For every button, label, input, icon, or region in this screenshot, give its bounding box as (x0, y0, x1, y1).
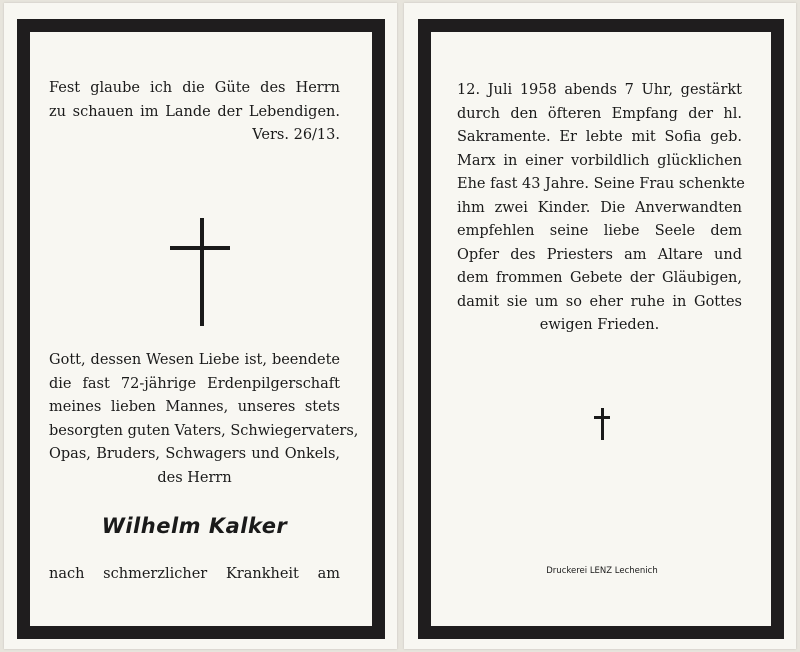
printer-imprint: Druckerei LENZ Lechenich (546, 566, 658, 576)
text-line: Sakramente. Er lebte mit Sofia geb. (457, 129, 742, 145)
text-line: besorgten guten Vaters, Schwiegervaters, (49, 422, 359, 439)
text-line: 12. Juli 1958 abends 7 Uhr, gestärkt (457, 82, 742, 98)
text-line: durch den öfteren Empfang der hl. (457, 105, 742, 122)
text-line: meines lieben Mannes, unseres stets (49, 399, 340, 415)
obituary-text-right (457, 79, 745, 338)
text-line: nach schmerzlicher Krankheit am (49, 566, 340, 582)
text-line: ihm zwei Kinder. Die Anverwandten (457, 199, 742, 216)
text-line: Gott, dessen Wesen Liebe ist, beendete (49, 352, 340, 368)
text-line: dem frommen Gebete der Gläubigen, (457, 270, 742, 286)
deceased-name: Wilhelm Kalker (101, 514, 288, 538)
right-card (404, 3, 796, 649)
text-line: damit sie um so eher ruhe in Gottes (457, 293, 742, 310)
text-line: die fast 72-jährige Erdenpilgerschaft (49, 375, 340, 392)
quote-reference: Vers. 26/13. (252, 127, 340, 143)
obituary-text-final (49, 563, 340, 587)
quote-line: zu schauen im Lande der Lebendigen. (49, 103, 340, 120)
cross-icon (170, 218, 230, 326)
bible-quote (49, 77, 340, 148)
text-line: Opfer des Priesters am Altare und (457, 246, 742, 263)
text-line: Ehe fast 43 Jahre. Seine Frau schenkte (457, 176, 745, 192)
text-line: empfehlen seine liebe Seele dem (457, 223, 742, 239)
small-cross-icon (594, 408, 610, 440)
obituary-text-left (49, 349, 359, 490)
quote-line: Fest glaube ich die Güte des Herrn (49, 80, 340, 96)
left-card (4, 3, 397, 649)
text-line: Marx in einer vorbildlich glücklichen (457, 152, 742, 169)
text-line: Opas, Bruders, Schwagers und Onkels, (49, 446, 340, 462)
text-line: ewigen Frieden. (539, 317, 660, 333)
text-line: des Herrn (157, 469, 232, 486)
